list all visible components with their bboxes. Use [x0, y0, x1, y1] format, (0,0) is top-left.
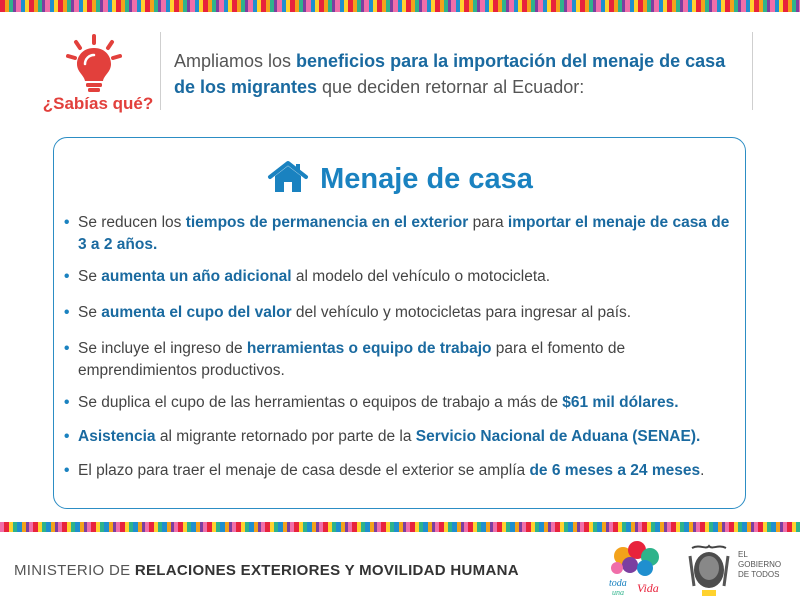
coat-of-arms-icon — [684, 542, 734, 598]
item-bold: aumenta un año adicional — [101, 268, 292, 285]
list-item — [64, 460, 734, 482]
item-text: . — [700, 462, 705, 479]
item-bold: aumenta el cupo del valor — [101, 304, 292, 321]
item-bold: $61 mil dólares. — [562, 394, 679, 411]
tree-text-3: Vida — [637, 581, 659, 595]
bottom-decorative-stripe — [0, 522, 800, 532]
home-icon — [266, 160, 310, 194]
menaje-card — [53, 137, 746, 509]
bullet-icon: • — [64, 340, 70, 357]
item-text: Se duplica el cupo de las herramientas o equipos de trabajo a más de — [78, 394, 563, 411]
list-item — [64, 212, 734, 256]
item-text: para el fomento de emprendimientos productivos. — [78, 340, 626, 379]
tree-text-1: toda — [609, 578, 627, 589]
card-title-text: Menaje de casa — [320, 163, 533, 195]
item-text: Se reducen los — [78, 214, 186, 231]
lightbulb-icon — [64, 34, 124, 94]
bullet-icon: • — [64, 304, 70, 321]
header — [0, 28, 800, 114]
bullet-icon: • — [64, 462, 70, 479]
intro-suffix: que deciden retornar al Ecuador: — [317, 77, 585, 97]
list-item — [64, 266, 734, 288]
gob-line-2: GOBIERNO — [738, 560, 782, 569]
item-text: Se incluye el ingreso de — [78, 340, 247, 357]
ministry-bold: RELACIONES EXTERIORES Y MOVILIDAD HUMANA — [134, 562, 519, 579]
list-item — [64, 426, 734, 448]
bullet-icon: • — [64, 394, 70, 411]
intro-prefix: Ampliamos los — [174, 51, 297, 71]
list-item — [64, 392, 734, 414]
intro-text — [174, 48, 744, 100]
tree-logo-icon — [603, 540, 667, 598]
list-item — [64, 302, 734, 324]
top-decorative-stripe — [0, 0, 800, 12]
intro-bold: beneficios para la importación del menaje de casa de los migrantes — [174, 51, 726, 97]
item-bold: de 6 meses a 24 meses — [529, 462, 701, 479]
list-item — [64, 338, 734, 382]
header-divider-left — [160, 32, 161, 110]
card-title — [54, 160, 745, 196]
item-bold: tiempos de permanencia en el exterior — [185, 214, 469, 231]
sabias-que-label: ¿Sabías qué? — [42, 94, 154, 113]
benefits-list — [64, 212, 734, 482]
gob-line-1: EL — [738, 550, 748, 559]
item-bold: importar el menaje de casa de 3 a 2 años. — [78, 214, 730, 253]
bullet-icon: • — [64, 268, 70, 285]
gob-line-3: DE TODOS — [738, 570, 780, 579]
item-text: para — [468, 214, 508, 231]
ministry-prefix: MINISTERIO DE — [14, 562, 135, 579]
item-text: del vehículo y motocicletas para ingresar al país. — [291, 304, 632, 321]
item-text: Se — [78, 268, 102, 285]
header-divider-right — [752, 32, 753, 110]
bullet-icon: • — [64, 428, 70, 445]
tree-text-2: una — [612, 588, 624, 597]
item-text: al modelo del vehículo o motocicleta. — [291, 268, 551, 285]
item-bold: herramientas o equipo de trabajo — [246, 340, 492, 357]
item-text: El plazo para traer el menaje de casa desde el exterior se amplía — [78, 462, 530, 479]
bullet-icon: • — [64, 214, 70, 231]
gobierno-logo-text — [738, 550, 798, 580]
item-bold: Servicio Nacional de Aduana (SENAE). — [415, 428, 701, 445]
ministry-name — [14, 562, 519, 579]
item-text: al migrante retornado por parte de la — [155, 428, 416, 445]
item-bold: Asistencia — [78, 428, 156, 445]
item-text: Se — [78, 304, 102, 321]
